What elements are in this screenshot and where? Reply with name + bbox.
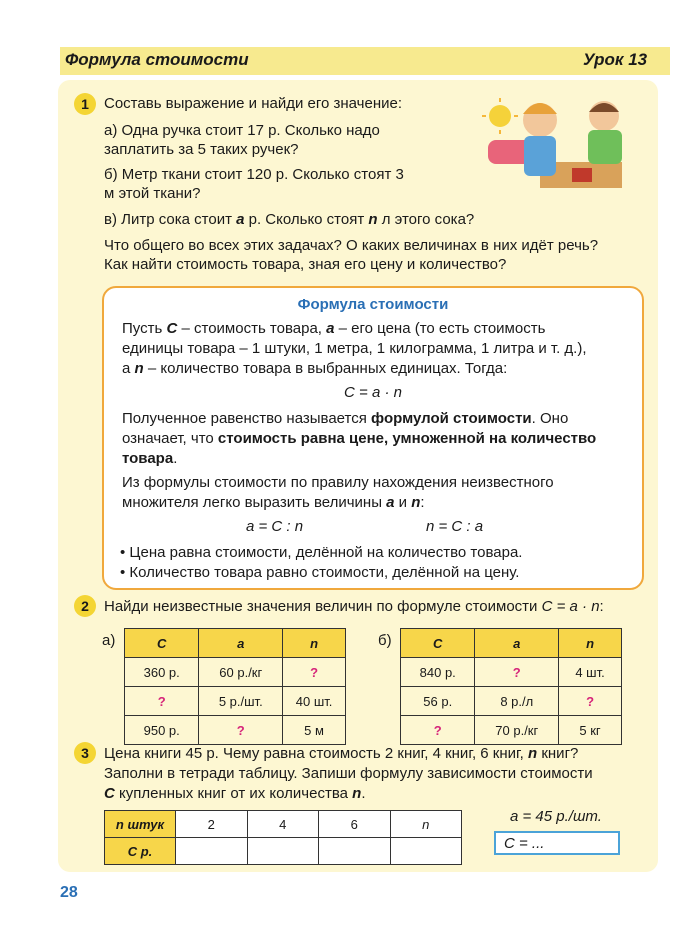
text: :	[420, 494, 425, 511]
text: – стоимость товара,	[177, 320, 327, 337]
table-header-row	[401, 629, 622, 658]
table-row	[105, 838, 462, 865]
box-line-5	[122, 430, 596, 447]
cell: 4	[247, 811, 319, 838]
text: означает, что	[122, 430, 218, 447]
table-row	[401, 658, 622, 687]
text: и	[394, 494, 412, 511]
cell: 5 м	[283, 716, 346, 745]
cell: 56 р.	[401, 687, 475, 716]
header-a: a	[475, 629, 559, 658]
text: купленных книг от их количества	[114, 785, 353, 802]
unknown-cell: ?	[283, 658, 346, 687]
text: :	[599, 598, 604, 615]
task-1-c-mid: р. Сколько стоят	[244, 211, 369, 228]
var-n: n	[352, 785, 362, 802]
header-n: n	[559, 629, 622, 658]
cell: 5 кг	[559, 716, 622, 745]
var-a: a	[236, 211, 245, 228]
table-row	[125, 687, 346, 716]
formula-box-title: Формула стоимости	[297, 296, 449, 313]
row-header-n: n штук	[105, 811, 176, 838]
formula: C = a · n	[541, 598, 600, 615]
table-row	[401, 716, 622, 745]
formula-answer-box: C = ...	[494, 831, 620, 855]
cell: 2	[176, 811, 248, 838]
bullet-1: • Цена равна стоимости, делённой на количество товара.	[120, 544, 523, 561]
table-a	[124, 628, 346, 745]
task-2-text	[104, 598, 604, 615]
table-row	[125, 716, 346, 745]
task-1-c-post: л этого сока?	[377, 211, 475, 228]
header-c: C	[401, 629, 475, 658]
text: .	[361, 785, 366, 802]
box-line-7: Из формулы стоимости по правилу нахождения неизвестного	[122, 474, 554, 491]
box-line-2: единицы товара – 1 штуки, 1 метра, 1 килограмма, 1 литра и т. д.),	[122, 340, 587, 357]
bold-text: формулой стоимости	[371, 410, 532, 427]
cell: 950 р.	[125, 716, 199, 745]
task-1-intro: Составь выражение и найди его значение:	[104, 95, 403, 112]
table-row	[401, 687, 622, 716]
children-illustration	[478, 92, 638, 200]
empty-cell	[247, 838, 319, 865]
task-3-line1	[104, 745, 578, 762]
task-1-c-pre: в) Литр сока стоит	[104, 211, 237, 228]
cell: 360 р.	[125, 658, 199, 687]
empty-cell	[319, 838, 391, 865]
var-n: n	[368, 211, 378, 228]
header-a: a	[199, 629, 283, 658]
task-1-a-line1: а) Одна ручка стоит 17 р. Сколько надо	[104, 122, 380, 139]
formula-box	[102, 286, 644, 590]
unknown-cell: ?	[125, 687, 199, 716]
table-row	[105, 811, 462, 838]
cell: 8 р./л	[475, 687, 559, 716]
table-row	[125, 658, 346, 687]
text: Пусть	[122, 320, 167, 337]
var-a: a	[326, 320, 335, 337]
task-1-a-line2: заплатить за 5 таких ручек?	[104, 141, 299, 158]
cell: 6	[319, 811, 391, 838]
page-number: 28	[60, 884, 78, 901]
cell: 60 р./кг	[199, 658, 283, 687]
task-1-c	[104, 211, 474, 228]
bold-text: товара	[122, 450, 174, 467]
table-header-row	[125, 629, 346, 658]
header-title: Формула стоимости	[65, 50, 249, 69]
box-line-3	[122, 360, 507, 377]
text: а	[122, 360, 135, 377]
task-3-line3	[104, 785, 366, 802]
formula-n: n = C : a	[426, 518, 484, 535]
box-line-6	[122, 450, 177, 467]
row-header-c: C р.	[105, 838, 176, 865]
text: .	[173, 450, 178, 467]
unknown-cell: ?	[401, 716, 475, 745]
bullet-2: • Количество товара равно стоимости, делённой на цену.	[120, 564, 520, 581]
empty-cell	[390, 838, 462, 865]
cell: n	[390, 811, 462, 838]
empty-cell	[176, 838, 248, 865]
box-line-1	[122, 320, 545, 337]
unknown-cell: ?	[199, 716, 283, 745]
task-1-question2: Как найти стоимость товара, зная его цену и количество?	[104, 256, 507, 273]
task-3-number: 3	[74, 742, 96, 764]
table-a-label: а)	[102, 632, 116, 649]
table-b-label: б)	[378, 632, 392, 649]
cell: 4 шт.	[559, 658, 622, 687]
header-n: n	[283, 629, 346, 658]
unknown-cell: ?	[559, 687, 622, 716]
var-n: n	[528, 745, 538, 762]
books-table	[104, 810, 462, 865]
text: Найди неизвестные значения величин по формуле стоимости	[104, 598, 542, 615]
formula-a: a = C : n	[246, 518, 304, 535]
task-1-b-line2: м этой ткани?	[104, 185, 201, 202]
text: – его цена (то есть стоимость	[334, 320, 546, 337]
header-lesson: Урок 13	[583, 50, 648, 69]
var-a: a	[386, 494, 395, 511]
box-line-8	[122, 494, 425, 511]
task-1-question1: Что общего во всех этих задачах? О каких величинах в них идёт речь?	[104, 237, 599, 254]
cell: 840 р.	[401, 658, 475, 687]
text: книг?	[537, 745, 579, 762]
sun-icon	[489, 105, 511, 127]
text: Цена книги 45 р. Чему равна стоимость 2 книг, 4 книг, 6 книг,	[104, 745, 528, 762]
bold-text: стоимость равна цене, умноженной на количество	[217, 430, 597, 447]
cell: 40 шт.	[283, 687, 346, 716]
task-1-number: 1	[74, 93, 96, 115]
text: множителя легко выразить величины	[122, 494, 387, 511]
var-c: C	[104, 785, 115, 802]
var-n: n	[134, 360, 144, 377]
cell: 70 р./кг	[475, 716, 559, 745]
text: . Оно	[531, 410, 569, 427]
task-2-number: 2	[74, 595, 96, 617]
header-c: C	[125, 629, 199, 658]
var-c: C	[166, 320, 178, 337]
text: – количество товара в выбранных единицах. Тогда:	[143, 360, 508, 377]
task-1-b-line1: б) Метр ткани стоит 120 р. Сколько стоят 3	[104, 166, 404, 183]
table-b	[400, 628, 622, 745]
price-given: a = 45 р./шт.	[510, 808, 602, 825]
text: Полученное равенство называется	[122, 410, 372, 427]
unknown-cell: ?	[475, 658, 559, 687]
var-n: n	[411, 494, 421, 511]
task-3-line2: Заполни в тетради таблицу. Запиши формулу зависимости стоимости	[104, 765, 593, 782]
cell: 5 р./шт.	[199, 687, 283, 716]
box-line-4	[122, 410, 568, 427]
main-formula: C = a · n	[344, 384, 402, 401]
